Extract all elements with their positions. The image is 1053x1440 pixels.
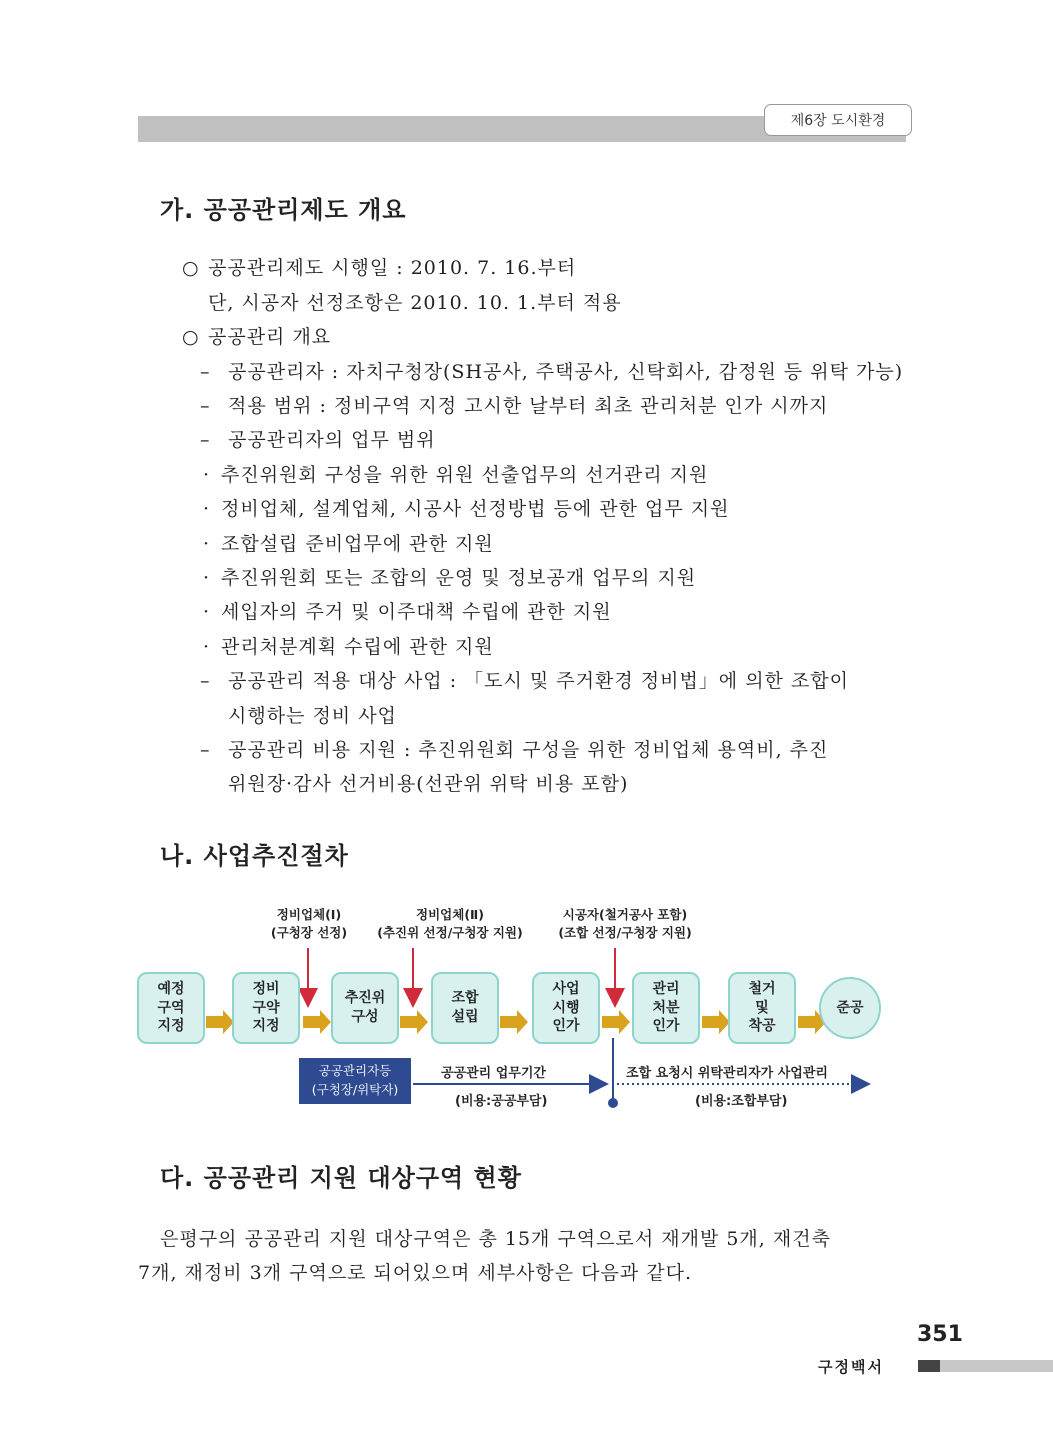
label-contractor-1: 정비업체(Ⅰ) (구청장 선정) [270, 907, 348, 941]
period-cost: (비용:공공부담) [455, 1094, 548, 1109]
list-item-text: 조합설립 준비업무에 관한 지원 [221, 533, 494, 555]
bullet-marker: ○ [182, 326, 200, 348]
list-item [203, 460, 708, 487]
boundary-dot [608, 1098, 618, 1108]
list-item [203, 494, 730, 521]
list-item [200, 735, 828, 762]
footer-label: 구정백서 [818, 1358, 884, 1376]
list-item-text: 공공관리자 : 자치구청장(SH공사, 주택공사, 신탁회사, 감정원 등 위탁 가능) [228, 361, 904, 383]
section-c-title: 다. 공공관리 지원 대상구역 현황 [160, 1164, 522, 1192]
chapter-tab: 제6장 도시환경 [764, 104, 912, 136]
list-item [203, 597, 612, 624]
dash-marker: – [200, 670, 211, 692]
status-paragraph-line1: 은평구의 공공관리 지원 대상구역은 총 15개 구역으로서 재개발 5개, 재건축 [160, 1228, 831, 1250]
dot-marker: · [203, 533, 211, 555]
list-item-text: 공공관리 비용 지원 : 추진위원회 구성을 위한 정비업체 용역비, 추진 [228, 739, 829, 761]
dash-marker: – [200, 739, 211, 761]
dot-marker: · [203, 464, 211, 486]
list-item [182, 322, 331, 349]
list-item-text: 공공관리자의 업무 범위 [228, 429, 436, 451]
footer-bar-light [940, 1360, 1053, 1372]
list-item-text: 공공관리 적용 대상 사업 : 「도시 및 주거환경 정비법」에 의한 조합이 [228, 670, 850, 692]
dash-marker: – [200, 429, 211, 451]
dot-marker: · [203, 498, 211, 520]
label-contractor-2: 정비업체(Ⅱ) (추진위 선정/구청장 지원) [377, 907, 523, 941]
step-box: 조합 설립 [431, 972, 499, 1044]
list-item [200, 357, 903, 384]
status-paragraph-line2: 7개, 재정비 3개 구역으로 되어있으며 세부사항은 다음과 같다. [138, 1262, 693, 1284]
list-item-text: 공공관리 개요 [208, 326, 332, 348]
list-item [200, 425, 436, 452]
list-item-text: 위원장·감사 선거비용(선관위 위탁 비용 포함) [228, 773, 629, 795]
step-box: 철거 및 착공 [728, 972, 796, 1044]
bullet-marker: ○ [182, 257, 200, 279]
list-item-text: 추진위원회 구성을 위한 위원 선출업무의 선거관리 지원 [221, 464, 709, 486]
step-box: 정비 구약 지정 [232, 972, 300, 1044]
list-item [228, 701, 397, 728]
dash-marker: – [200, 361, 211, 383]
list-item-text: 세입자의 주거 및 이주대책 수립에 관한 지원 [221, 601, 612, 623]
list-item-text: 관리처분계획 수립에 관한 지원 [221, 636, 494, 658]
list-item [203, 563, 696, 590]
list-item [228, 769, 628, 796]
dot-marker: · [203, 636, 211, 658]
process-diagram [135, 900, 895, 1120]
list-item [200, 666, 849, 693]
dot-marker: · [203, 601, 211, 623]
step-box: 사업 시행 인가 [532, 972, 600, 1044]
dash-marker: – [200, 395, 211, 417]
list-item [208, 288, 622, 315]
section-b-title: 나. 사업추진절차 [160, 842, 349, 870]
list-item [203, 529, 494, 556]
list-item-text: 추진위원회 또는 조합의 운영 및 정보공개 업무의 지원 [221, 567, 697, 589]
step-box: 예정 구역 지정 [137, 972, 205, 1044]
after-cost: (비용:조합부담) [695, 1094, 788, 1109]
list-item [203, 632, 494, 659]
dot-marker: · [203, 567, 211, 589]
list-item-text: 공공관리제도 시행일 : 2010. 7. 16.부터 [208, 257, 577, 279]
step-box: 추진위 구성 [331, 972, 399, 1044]
list-item-text: 시행하는 정비 사업 [228, 705, 397, 727]
list-item-text: 단, 시공자 선정조항은 2010. 10. 1.부터 적용 [208, 292, 622, 314]
footer-bar-dark [918, 1360, 940, 1372]
step-box: 관리 처분 인가 [632, 972, 700, 1044]
list-item [182, 253, 576, 280]
list-item [200, 391, 828, 418]
section-a-title: 가. 공공관리제도 개요 [160, 196, 407, 224]
list-item-text: 정비업체, 설계업체, 시공사 선정방법 등에 관한 업무 지원 [221, 498, 730, 520]
step-box-final: 준공 [819, 977, 881, 1039]
label-builder: 시공자(철거공사 포함) (조합 선정/구청장 지원) [558, 907, 692, 941]
period-label: 공공관리 업무기간 [441, 1066, 546, 1081]
manager-box: 공공관리자등 (구청장/위탁자) [299, 1058, 411, 1104]
after-label: 조합 요청시 위탁관리자가 사업관리 [626, 1066, 828, 1081]
page-number: 351 [917, 1322, 963, 1347]
list-item-text: 적용 범위 : 정비구역 지정 고시한 날부터 최초 관리처분 인가 시까지 [228, 395, 829, 417]
